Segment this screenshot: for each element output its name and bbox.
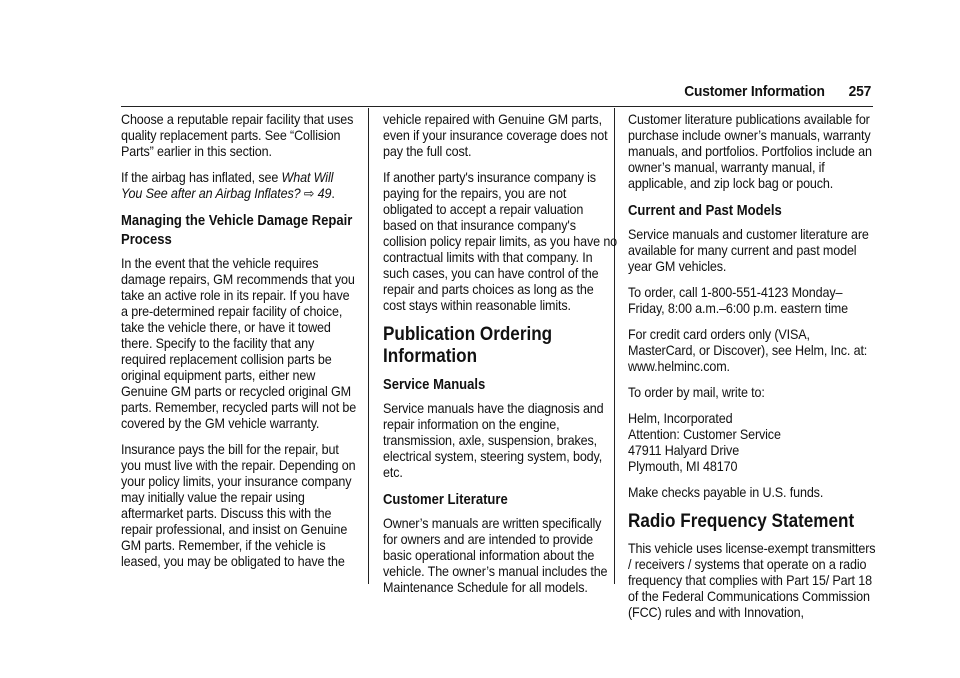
page-ref[interactable]: 49 — [317, 186, 332, 201]
paragraph: Service manuals and customer literature are available for many current and past model year GM vehicles. — [628, 227, 869, 274]
paragraph: If another party's insurance company is paying for the repairs, you are not obligated to accept a repair valuation based on that insurance company's collision policy repair limits, as you have no contractual limits with that company. In such cases, you can have control of the repair and parts choices as long as the cost stays within reasonable limits. — [383, 170, 618, 313]
paragraph: In the event that the vehicle requires damage repairs, GM recommends that you take an active role in its repair. If you have a pre-determined repair facility of choice, take the vehicle there, or have it towed there. Specify to the facility that any required replacement collision parts be original equipment parts, either new Genuine GM parts or recycled original GM parts. Remember, recycled parts will not be covered by the GM vehicle warranty. — [121, 256, 357, 431]
heading-service-manuals: Service Manuals — [383, 377, 486, 393]
heading-customer-literature: Customer Literature — [383, 492, 508, 508]
paragraph: Choose a reputable repair facility that uses quality replacement parts. See “Collision Parts” earlier in this section. — [121, 112, 354, 159]
paragraph: Owner’s manuals are written specifically for owners and are intended to provide basic operational information about the vehicle. The owner’s manual includes the Maintenance Schedule for all models. — [383, 516, 608, 595]
paragraph: Insurance pays the bill for the repair, but you must live with the repair. Depending on your policy limits, your insurance company may initially value the repair using aftermarket parts. Discuss this with the repair professional, and insist on Genuine GM parts. Remember, if the vehicle is leased, you may be obligated to have the — [121, 442, 356, 569]
paragraph: This vehicle uses license-exempt transmitters / receivers / systems that operate on a radio frequency that complies with Part 15/ Part 18 of the Federal Communications Commission (FCC) rules and with Innovation, — [628, 541, 876, 620]
heading-radio-frequency: Radio Frequency Statement — [628, 511, 855, 532]
address-line: 47911 Halyard Drive — [628, 443, 740, 458]
paragraph-airbag-ref: If the airbag has inflated, see What Will You See after an Airbag Inflates? ⇨ 49. — [121, 170, 335, 201]
heading-damage-repair: Managing the Vehicle Damage Repair Process — [121, 213, 353, 248]
column-3 — [628, 112, 876, 631]
address-line: Attention: Customer Service — [628, 427, 781, 442]
column-1 — [121, 112, 357, 580]
paragraph: vehicle repaired with Genuine GM parts, even if your insurance coverage does not pay the full cost. — [383, 112, 608, 159]
section-title: Customer Information — [684, 83, 825, 100]
page-number: 257 — [848, 83, 871, 100]
page-ref-arrow-icon: ⇨ — [300, 186, 318, 201]
paragraph: Make checks payable in U.S. funds. — [628, 485, 824, 500]
header-rule — [121, 106, 873, 107]
paragraph-phone-order: To order, call 1-800-551-4123 Monday–Friday, 8:00 a.m.–6:00 p.m. eastern time — [628, 285, 848, 316]
paragraph: Customer literature publications available for purchase include owner’s manuals, warranty manuals, and portfolios. Portfolios include an owner’s manual, warranty manual, if applicable, and zip lock bag or pouch. — [628, 112, 872, 191]
running-header — [684, 83, 871, 100]
column-divider-1 — [368, 108, 369, 584]
paragraph: To order by mail, write to: — [628, 385, 765, 400]
address-line: Helm, Incorporated — [628, 411, 733, 426]
column-2 — [383, 112, 619, 606]
heading-current-past-models: Current and Past Models — [628, 203, 782, 219]
address-line: Plymouth, MI 48170 — [628, 459, 738, 474]
paragraph: Service manuals have the diagnosis and repair information on the engine, transmission, axle, suspension, brakes, electrical system, steering system, body, etc. — [383, 401, 604, 480]
paragraph-credit-card: For credit card orders only (VISA, MasterCard, or Discover), see Helm, Inc. at: www.helminc.com. — [628, 327, 868, 374]
heading-publication-ordering: Publication Ordering Information — [383, 324, 553, 367]
cross-reference-link[interactable]: What Will You See after an Airbag Inflates? — [121, 170, 334, 201]
mailing-address — [628, 411, 876, 475]
